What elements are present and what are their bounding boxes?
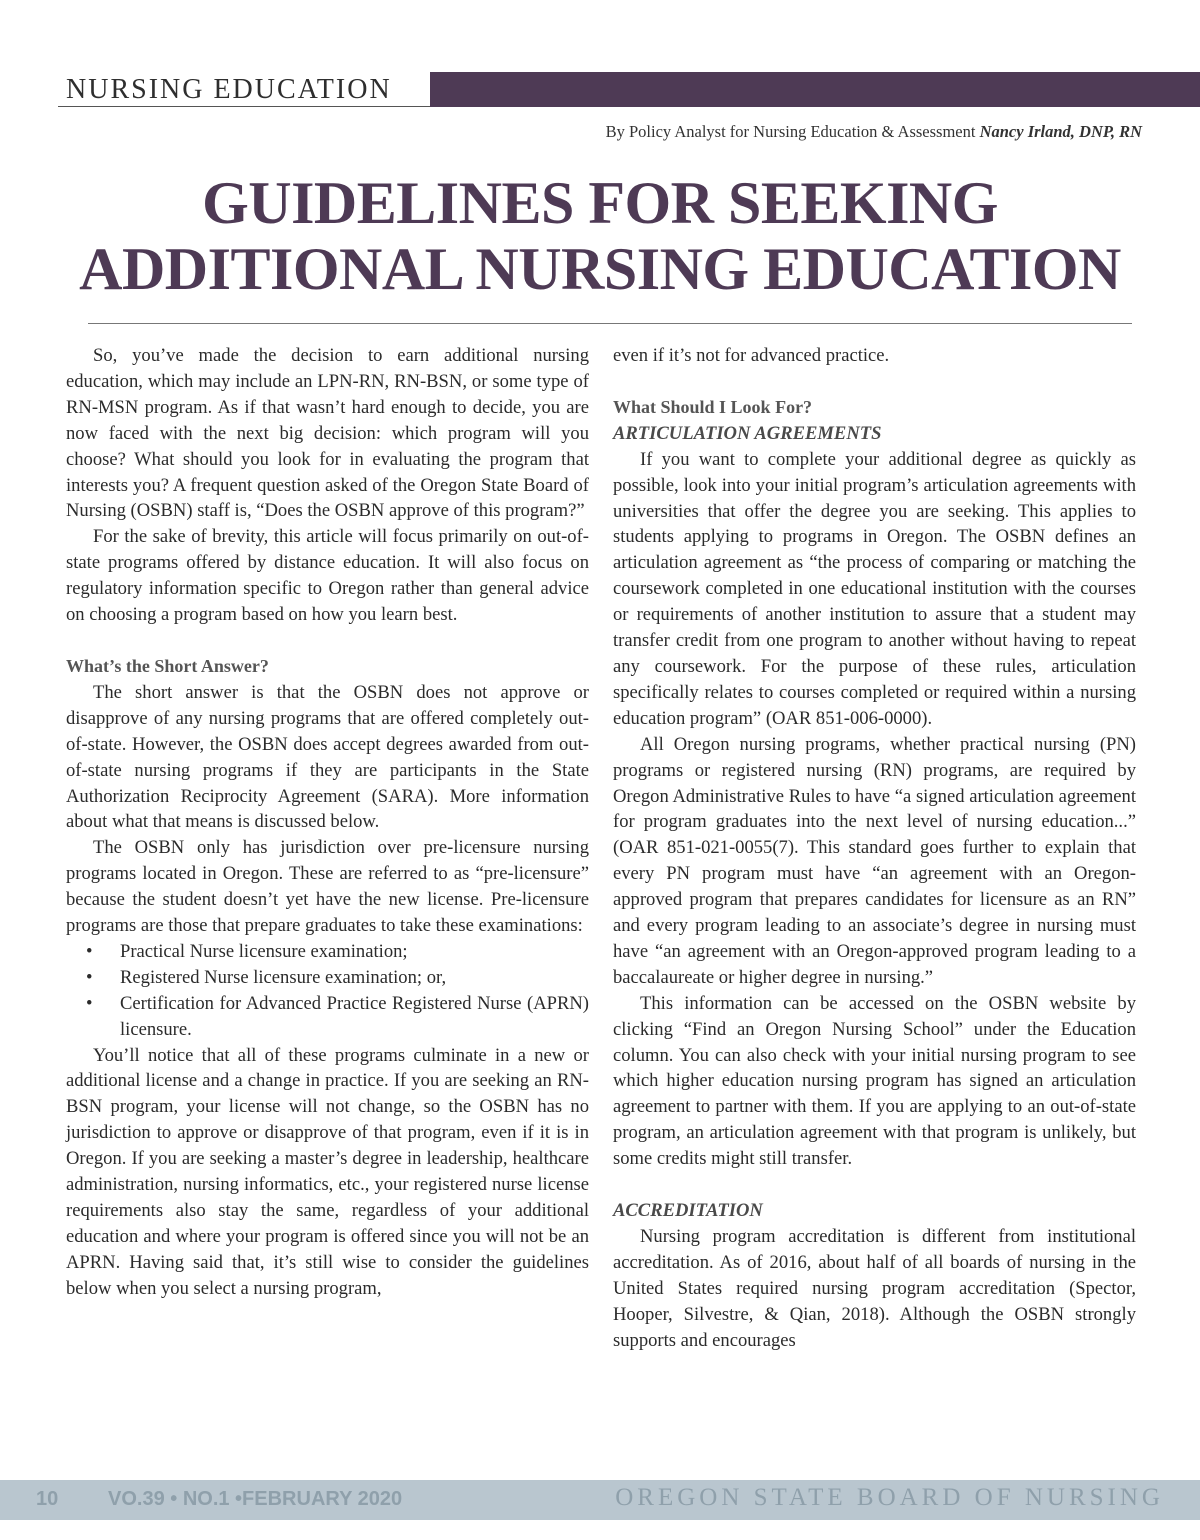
section-label: NURSING EDUCATION [66,74,392,105]
paragraph: You’ll notice that all of these programs culminate in a new or additional license and a change in practice. If you are seeking an RN-BSN program, your license will not change, so the OSBN has no jurisdiction to approve or disapprove of that program, even if it is in Oregon. If you are seeking a master’s degree in leadership, healthcare administration, nursing informatics, etc., your registered nurse license requirements also stay the same, regardless of your additional education and where your program is offered since you will not be an APRN. Having said that, it’s still wise to consider the guidelines below when you select a nursing program, [66,1044,589,1299]
bullet-icon: • [86,966,93,988]
subheading-what-to-look-for: What Should I Look For? [613,396,813,417]
paragraph: So, you’ve made the decision to earn additional nursing education, which may include an LPN-RN, RN-BSN, or some type of RN-MSN program. As if that wasn’t hard enough to decide, you are now faced with the next big decision: which program will you choose? What should you look for in evaluating the program that interests you? A frequent question asked of the Oregon State Board of Nursing (OSBN) staff is, “Does the OSBN approve of this program?” [66,345,589,522]
right-column [613,343,1136,1354]
exam-list [66,939,589,1043]
subheading-accreditation: ACCREDITATION [613,1200,763,1222]
left-column [66,343,589,1302]
list-item: • Certification for Advanced Practice Registered Nurse (APRN) licensure. [86,992,589,1040]
page-number: 10 [36,1488,59,1510]
subheading-short-answer: What’s the Short Answer? [66,655,269,676]
bullet-icon: • [86,992,93,1014]
organization-name: OREGON STATE BOARD OF NURSING [615,1484,1164,1511]
paragraph: This information can be accessed on the OSBN website by clicking “Find an Oregon Nursing School” under the Education column. You can also check with your initial nursing program to see which higher education nursing program has signed an articulation agreement to partner with them. If you are applying to an out-of-state program, an articulation agreement with that program is unlikely, but some credits might still transfer. [613,992,1136,1170]
section-color-bar [430,72,1200,107]
paragraph: For the sake of brevity, this article will focus primarily on out-of-state programs offered by distance education. It will also focus on regulatory information specific to Oregon rather than general advice on choosing a program based on how you learn best. [66,526,589,626]
page-footer [0,1480,1200,1520]
byline-author: Nancy Irland, DNP, RN [979,122,1142,141]
paragraph: The OSBN only has jurisdiction over pre-licensure nursing programs located in Oregon. These are referred to as “pre-licensure” because the student doesn’t yet have the new license. Pre-licensure programs are those that prepare graduates to take these examinations: [66,837,589,937]
title-divider [88,323,1132,324]
paragraph: The short answer is that the OSBN does not approve or disapprove of any nursing programs that are offered completely out-of-state. However, the OSBN does accept degrees awarded from out-of-state nursing programs if they are participants in the State Authorization Reciprocity Agreement (SARA). More information about what that means is discussed below. [66,681,589,833]
byline-role: By Policy Analyst for Nursing Education & Assessment [605,122,976,141]
issue-info: VO.39 • NO.1 •FEBRUARY 2020 [108,1488,403,1510]
paragraph: If you want to complete your additional degree as quickly as possible, look into your initial program’s articulation agreements with universities that offer the degree you are seeking. This applies to students applying to programs in Oregon. The OSBN defines an articulation agreement as “the process of comparing or matching the coursework completed in one educational institution with the courses or requirements of another institution to assure that a student may transfer credit from one program to another without having to repeat any coursework. For the purpose of these rules, articulation specifically relates to courses completed or required within a nursing education program” (OAR 851-006-0000). [613,448,1136,729]
title-line-1: GUIDELINES FOR SEEKING [202,170,998,236]
bullet-icon: • [86,940,93,962]
list-item: • Practical Nurse licensure examination; [66,939,589,965]
list-item: • Registered Nurse licensure examination; or, [66,965,589,991]
section-header [58,72,1200,108]
paragraph: Nursing program accreditation is different from institutional accreditation. As of 2016, about half of all boards of nursing in the United States required nursing program accreditation (Spector, Hooper, Silvestre, & Qian, 2018). Although the OSBN strongly supports and encourages [613,1226,1136,1351]
paragraph: even if it’s not for advanced practice. [613,345,890,366]
subheading-articulation: ARTICULATION AGREEMENTS [613,422,882,444]
paragraph: All Oregon nursing programs, whether practical nursing (PN) programs or registered nursing (RN) programs, are required by Oregon Administrative Rules to have “a signed articulation agreement for program graduates into the next level of nursing education...” (OAR 851-021-0055(7). This standard goes further to explain that every PN program must have “an agreement with an Oregon-approved program that prepares candidates for licensure as an RN” and every program leading to an associate’s degree in nursing must have “an agreement with an Oregon-approved program leading to a baccalaureate or higher degree in nursing.” [613,733,1136,988]
title-line-2: ADDITIONAL NURSING EDUCATION [79,236,1121,302]
section-underline [58,106,430,107]
article-title [40,170,1160,302]
byline [606,122,1142,142]
